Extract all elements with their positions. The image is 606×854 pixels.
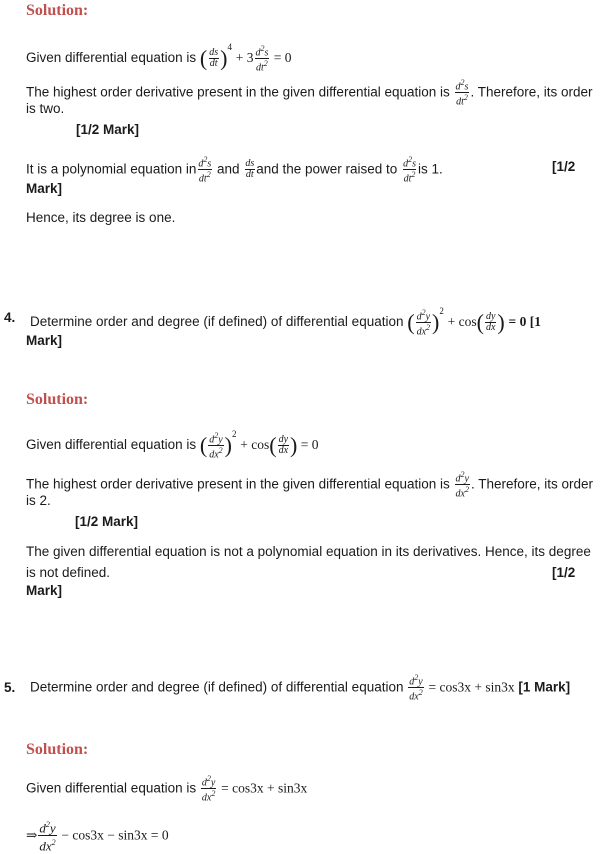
order-line-2: is two. — [26, 101, 65, 116]
question-number: 4. — [4, 310, 16, 325]
order-text: The highest order derivative present in the given differential equation is — [26, 84, 450, 100]
polynomial-line: The given differential equation is not a polynomial equation in its derivatives. Hence, its degree — [26, 544, 591, 559]
given-equation-line: Given differential equation is ( $\frac{d^2y}{dx^2}$ )$^2$ + cos( $\frac{dy}{dx}$ ) = 0 — [26, 429, 319, 461]
solution-heading: Solution: — [26, 2, 89, 19]
rearranged-equation: ⇒ $\frac{d^2y}{dx^2}$ − cos3x − sin3x = 0 — [26, 820, 169, 854]
question-4-mark: Mark] — [26, 333, 63, 348]
degree-line: Hence, its degree is one. — [26, 210, 176, 225]
question-4-text: Determine order and degree (if defined) of differential equation ( $\frac{d^2y}{dx^2}$ )$^2$ + cos( $\frac{dy}{dx}$ ) = 0 [1 — [30, 306, 541, 338]
order-line-2: is 2. — [26, 493, 51, 508]
half-mark: [1/2 Mark] — [75, 514, 139, 529]
half-mark: [1/2 Mark] — [76, 122, 140, 137]
mark-close: Mark] — [26, 181, 63, 196]
given-equation-line: Given differential equation is $\frac{d^2y}{dx^2}$ = cos3x + sin3x — [26, 774, 308, 804]
mark-open: [1/2 — [552, 565, 576, 580]
solution-heading: Solution: — [26, 391, 89, 408]
mark-close: Mark] — [26, 583, 63, 598]
given-text: Given differential equation is — [26, 50, 197, 65]
order-line: The highest order derivative present in the given differential equation is $\frac{d^2s}{dt^2}$ . Therefore, its order — [26, 78, 593, 108]
mark-open: [1/2 — [552, 159, 576, 174]
order-line: The highest order derivative present in the given differential equation is $\frac{d^2y}{dx^2}$ . Therefore, its order — [26, 470, 594, 500]
solution-heading: Solution: — [26, 741, 89, 758]
question-number: 5. — [4, 680, 16, 695]
question-5-text: Determine order and degree (if defined) of differential equation $\frac{d^2y}{dx^2}$ = cos3x + sin3x [1 Mark] — [30, 673, 571, 703]
polynomial-line: It is a polynomial equation in $\frac{d^2s}{dt^2}$ and $\frac{ds}{dt}$ and the power raised to $\frac{d^2s}{dt^2}$ is 1. — [26, 155, 443, 185]
given-equation-line: Given differential equation is ( $\frac{ds}{dt}$ )$^4$ + 3 $\frac{d^2s}{dt^2}$ = 0 — [26, 42, 292, 74]
not-defined-line: is not defined. — [26, 565, 111, 580]
